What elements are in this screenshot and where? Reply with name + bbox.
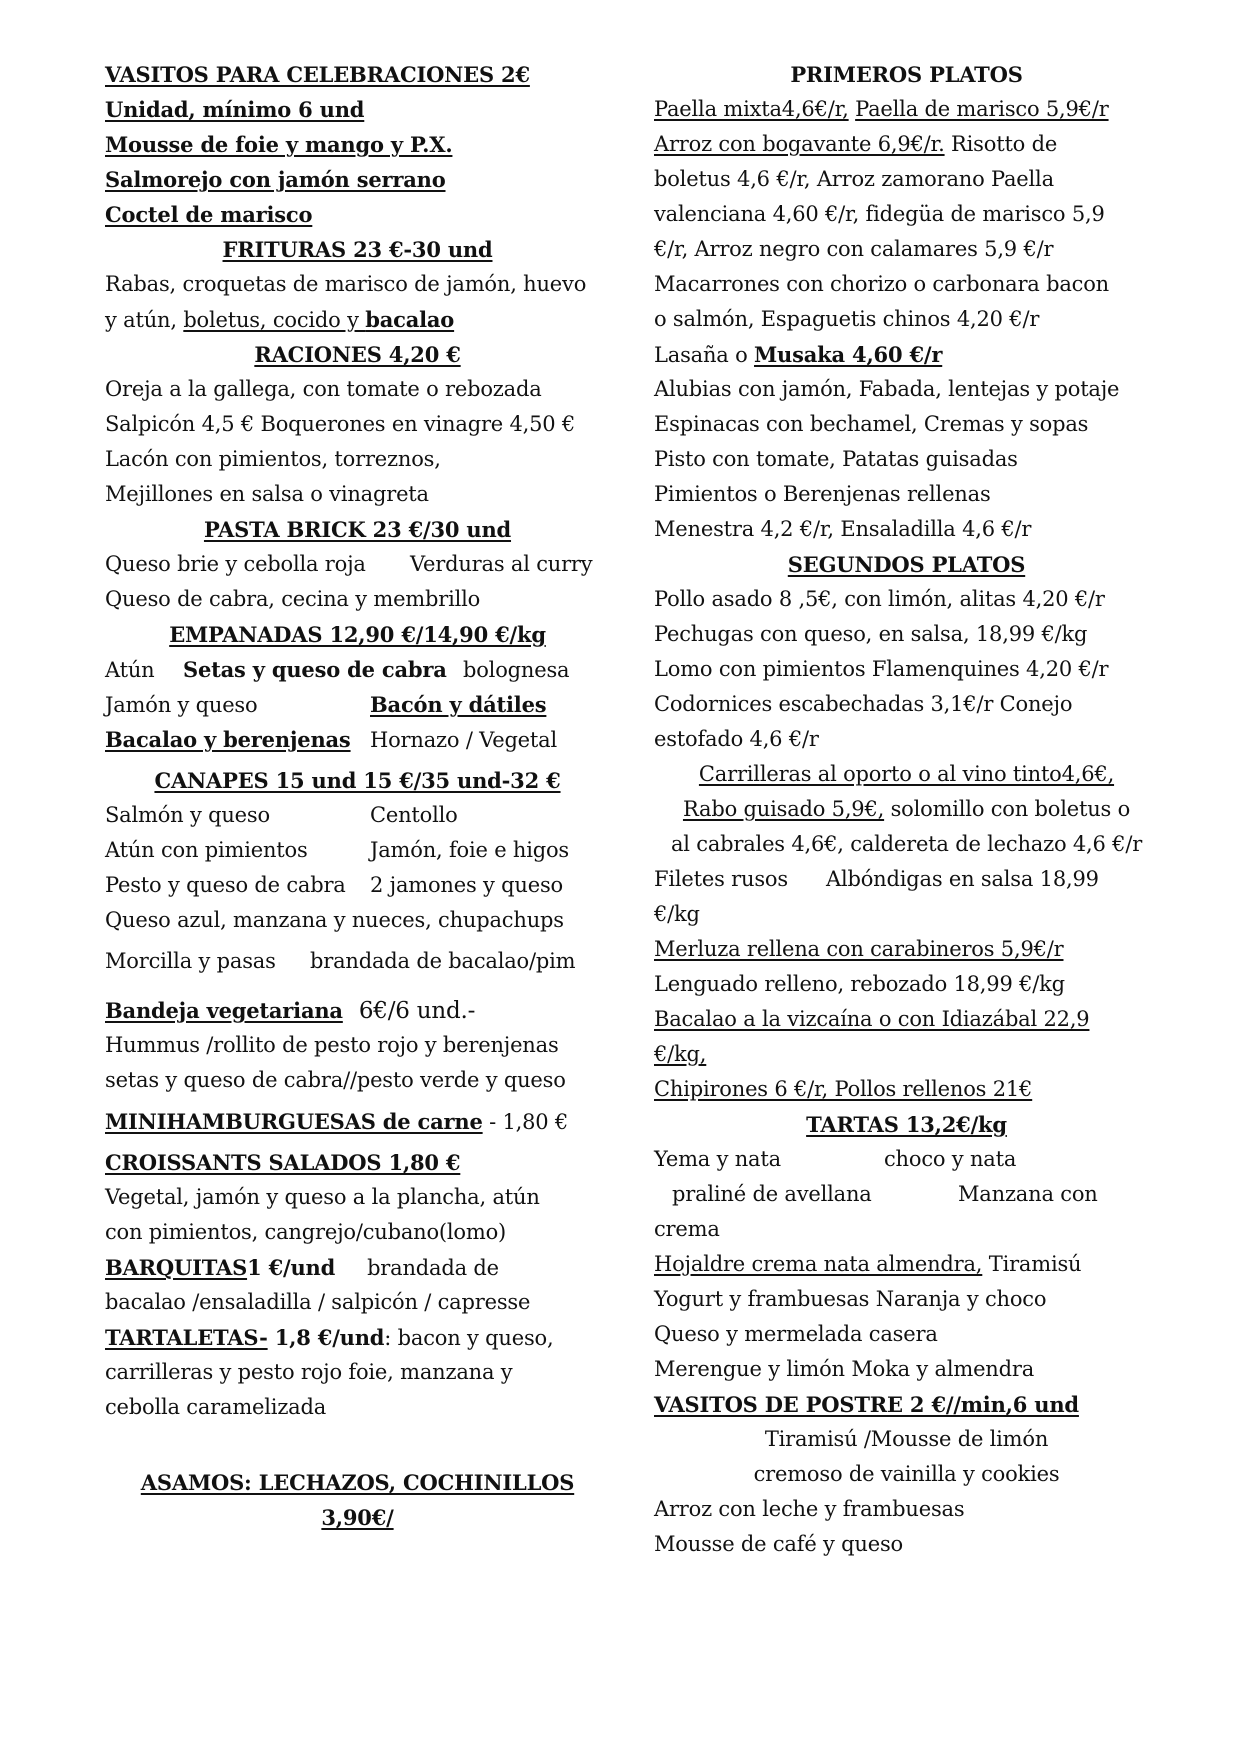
brick-title: PASTA BRICK 23 €/30 und <box>203 517 512 542</box>
croissants-line: Vegetal, jamón y queso a la plancha, atún <box>105 1185 540 1209</box>
segundos-line: Lenguado relleno, rebozado 18,99 €/kg <box>654 972 1065 996</box>
primeros-line: €/r, Arroz negro con calamares 5,9 €/r <box>654 237 1054 261</box>
frituras-line: y atún, boletus, cocido y bacalao <box>105 307 455 332</box>
segundos-line: €/kg, <box>654 1042 707 1066</box>
tartas-line: Queso y mermelada casera <box>654 1322 938 1346</box>
postre-line: Mousse de café y queso <box>654 1532 903 1556</box>
segundos-line: €/kg <box>654 902 700 926</box>
primeros-line: Arroz con bogavante 6,9€/r. Risotto de <box>654 132 1058 156</box>
primeros-line: Paella mixta4,6€/r, Paella de marisco 5,9€/r <box>654 97 1109 121</box>
tartas-line: Merengue y limón Moka y almendra <box>654 1357 1035 1381</box>
empanadas-title: EMPANADAS 12,90 €/14,90 €/kg <box>169 622 546 647</box>
primeros-line: Macarrones con chorizo o carbonara bacon <box>654 272 1109 296</box>
postre-line: Arroz con leche y frambuesas <box>654 1497 965 1521</box>
raciones-line: Mejillones en salsa o vinagreta <box>105 482 429 506</box>
barquitas-line: bacalao /ensaladilla / salpicón / capresse <box>105 1290 531 1314</box>
canapes-line: Atún con pimientos Jamón, foie e higos <box>105 838 570 862</box>
segundos-line: Rabo guisado 5,9€, solomillo con boletus o <box>682 797 1131 821</box>
primeros-line: Lasaña o Musaka 4,60 €/r <box>654 342 943 367</box>
croissants-title: CROISSANTS SALADOS 1,80 € <box>105 1150 461 1175</box>
right-column <box>654 57 1159 1562</box>
segundos-line: Chipirones 6 €/r, Pollos rellenos 21€ <box>654 1077 1033 1101</box>
segundos-line: Pollo asado 8 ,5€, con limón, alitas 4,20 €/r <box>654 587 1105 611</box>
vasitos-line: Coctel de marisco <box>105 202 313 227</box>
vasitos-line: Salmorejo con jamón serrano <box>105 167 446 192</box>
brick-line: Queso brie y cebolla roja Verduras al curry <box>105 552 593 576</box>
tartaletas-line: carrilleras y pesto rojo foie, manzana y <box>105 1360 513 1384</box>
segundos-title: SEGUNDOS PLATOS <box>787 552 1026 577</box>
empanadas-line: Atún Setas y queso de cabra bolognesa <box>105 657 570 682</box>
croissants-line: con pimientos, cangrejo/cubano(lomo) <box>105 1220 507 1244</box>
primeros-line: Alubias con jamón, Fabada, lentejas y potaje <box>654 377 1120 401</box>
primeros-line: Espinacas con bechamel, Cremas y sopas <box>654 412 1089 436</box>
canapes-title: CANAPES 15 und 15 €/35 und-32 € <box>154 768 561 793</box>
raciones-line: Lacón con pimientos, torreznos, <box>105 447 441 471</box>
raciones-title: RACIONES 4,20 € <box>254 342 461 367</box>
brick-line: Queso de cabra, cecina y membrillo <box>105 587 481 611</box>
primeros-line: boletus 4,6 €/r, Arroz zamorano Paella <box>654 167 1054 191</box>
empanadas-line: Bacalao y berenjenas Hornazo / Vegetal <box>105 727 557 752</box>
tartas-line: crema <box>654 1217 720 1241</box>
frituras-line: Rabas, croquetas de marisco de jamón, huevo <box>105 272 587 296</box>
vasitos-line: Mousse de foie y mango y P.X. <box>105 132 453 157</box>
tartas-line: Yema y nata choco y nata <box>654 1147 1017 1171</box>
segundos-line: Carrilleras al oporto o al vino tinto4,6€, <box>698 762 1115 786</box>
left-column <box>105 57 610 1535</box>
vasitos-title: VASITOS PARA CELEBRACIONES 2€ <box>105 62 530 87</box>
postre-title: VASITOS DE POSTRE 2 €//min,6 und <box>654 1392 1079 1417</box>
raciones-line: Oreja a la gallega, con tomate o rebozada <box>105 377 542 401</box>
frituras-title: FRITURAS 23 €-30 und <box>222 237 493 262</box>
segundos-line: Codornices escabechadas 3,1€/r Conejo <box>654 692 1073 716</box>
canapes-line: Queso azul, manzana y nueces, chupachups <box>105 908 564 932</box>
segundos-line: Pechugas con queso, en salsa, 18,99 €/kg <box>654 622 1088 646</box>
postre-line: Tiramisú /Mousse de limón <box>764 1427 1049 1451</box>
primeros-title: PRIMEROS PLATOS <box>790 62 1023 87</box>
tartas-title: TARTAS 13,2€/kg <box>806 1112 1007 1137</box>
bandeja-line: Hummus /rollito de pesto rojo y berenjenas <box>105 1033 559 1057</box>
empanadas-line: Jamón y queso Bacón y dátiles <box>105 692 547 717</box>
primeros-line: Pisto con tomate, Patatas guisadas <box>654 447 1018 471</box>
postre-line: cremoso de vainilla y cookies <box>753 1462 1060 1486</box>
segundos-line: Filetes rusos Albóndigas en salsa 18,99 <box>654 867 1099 891</box>
segundos-line: Merluza rellena con carabineros 5,9€/r <box>654 937 1064 961</box>
primeros-line: Pimientos o Berenjenas rellenas <box>654 482 991 506</box>
tartaletas-line: TARTALETAS- 1,8 €/und: bacon y queso, <box>105 1325 554 1350</box>
canapes-line: Morcilla y pasas brandada de bacalao/pim <box>105 949 576 973</box>
primeros-line: valenciana 4,60 €/r, fidegüa de marisco 5,9 <box>654 202 1105 226</box>
segundos-line: estofado 4,6 €/r <box>654 727 819 751</box>
bandeja-line: setas y queso de cabra//pesto verde y queso <box>105 1068 566 1092</box>
asamos-price: 3,90€/ <box>321 1505 394 1530</box>
tartas-line: Yogurt y frambuesas Naranja y choco <box>654 1287 1047 1311</box>
primeros-line: o salmón, Espaguetis chinos 4,20 €/r <box>654 307 1040 331</box>
segundos-line: Lomo con pimientos Flamenquines 4,20 €/r <box>654 657 1109 681</box>
barquitas-line: BARQUITAS1 €/und brandada de <box>105 1255 499 1280</box>
segundos-line: al cabrales 4,6€, caldereta de lechazo 4,6 €/r <box>670 832 1143 856</box>
raciones-line: Salpicón 4,5 € Boquerones en vinagre 4,50 € <box>105 412 576 436</box>
minihamburguesas-line: MINIHAMBURGUESAS de carne - 1,80 € <box>105 1109 569 1134</box>
canapes-line: Pesto y queso de cabra 2 jamones y queso <box>105 873 563 897</box>
segundos-line: Bacalao a la vizcaína o con Idiazábal 22,9 <box>654 1007 1090 1031</box>
tartas-line: praliné de avellana Manzana con <box>672 1182 1098 1206</box>
vasitos-line: Unidad, mínimo 6 und <box>105 97 365 122</box>
primeros-line: Menestra 4,2 €/r, Ensaladilla 4,6 €/r <box>654 517 1032 541</box>
bandeja-title-line: Bandeja vegetariana 6€/6 und.- <box>105 998 476 1024</box>
tartas-line: Hojaldre crema nata almendra, Tiramisú <box>654 1252 1082 1276</box>
tartaletas-line: cebolla caramelizada <box>105 1395 327 1419</box>
asamos-title: ASAMOS: LECHAZOS, COCHINILLOS <box>140 1470 575 1495</box>
canapes-line: Salmón y queso Centollo <box>105 803 458 827</box>
